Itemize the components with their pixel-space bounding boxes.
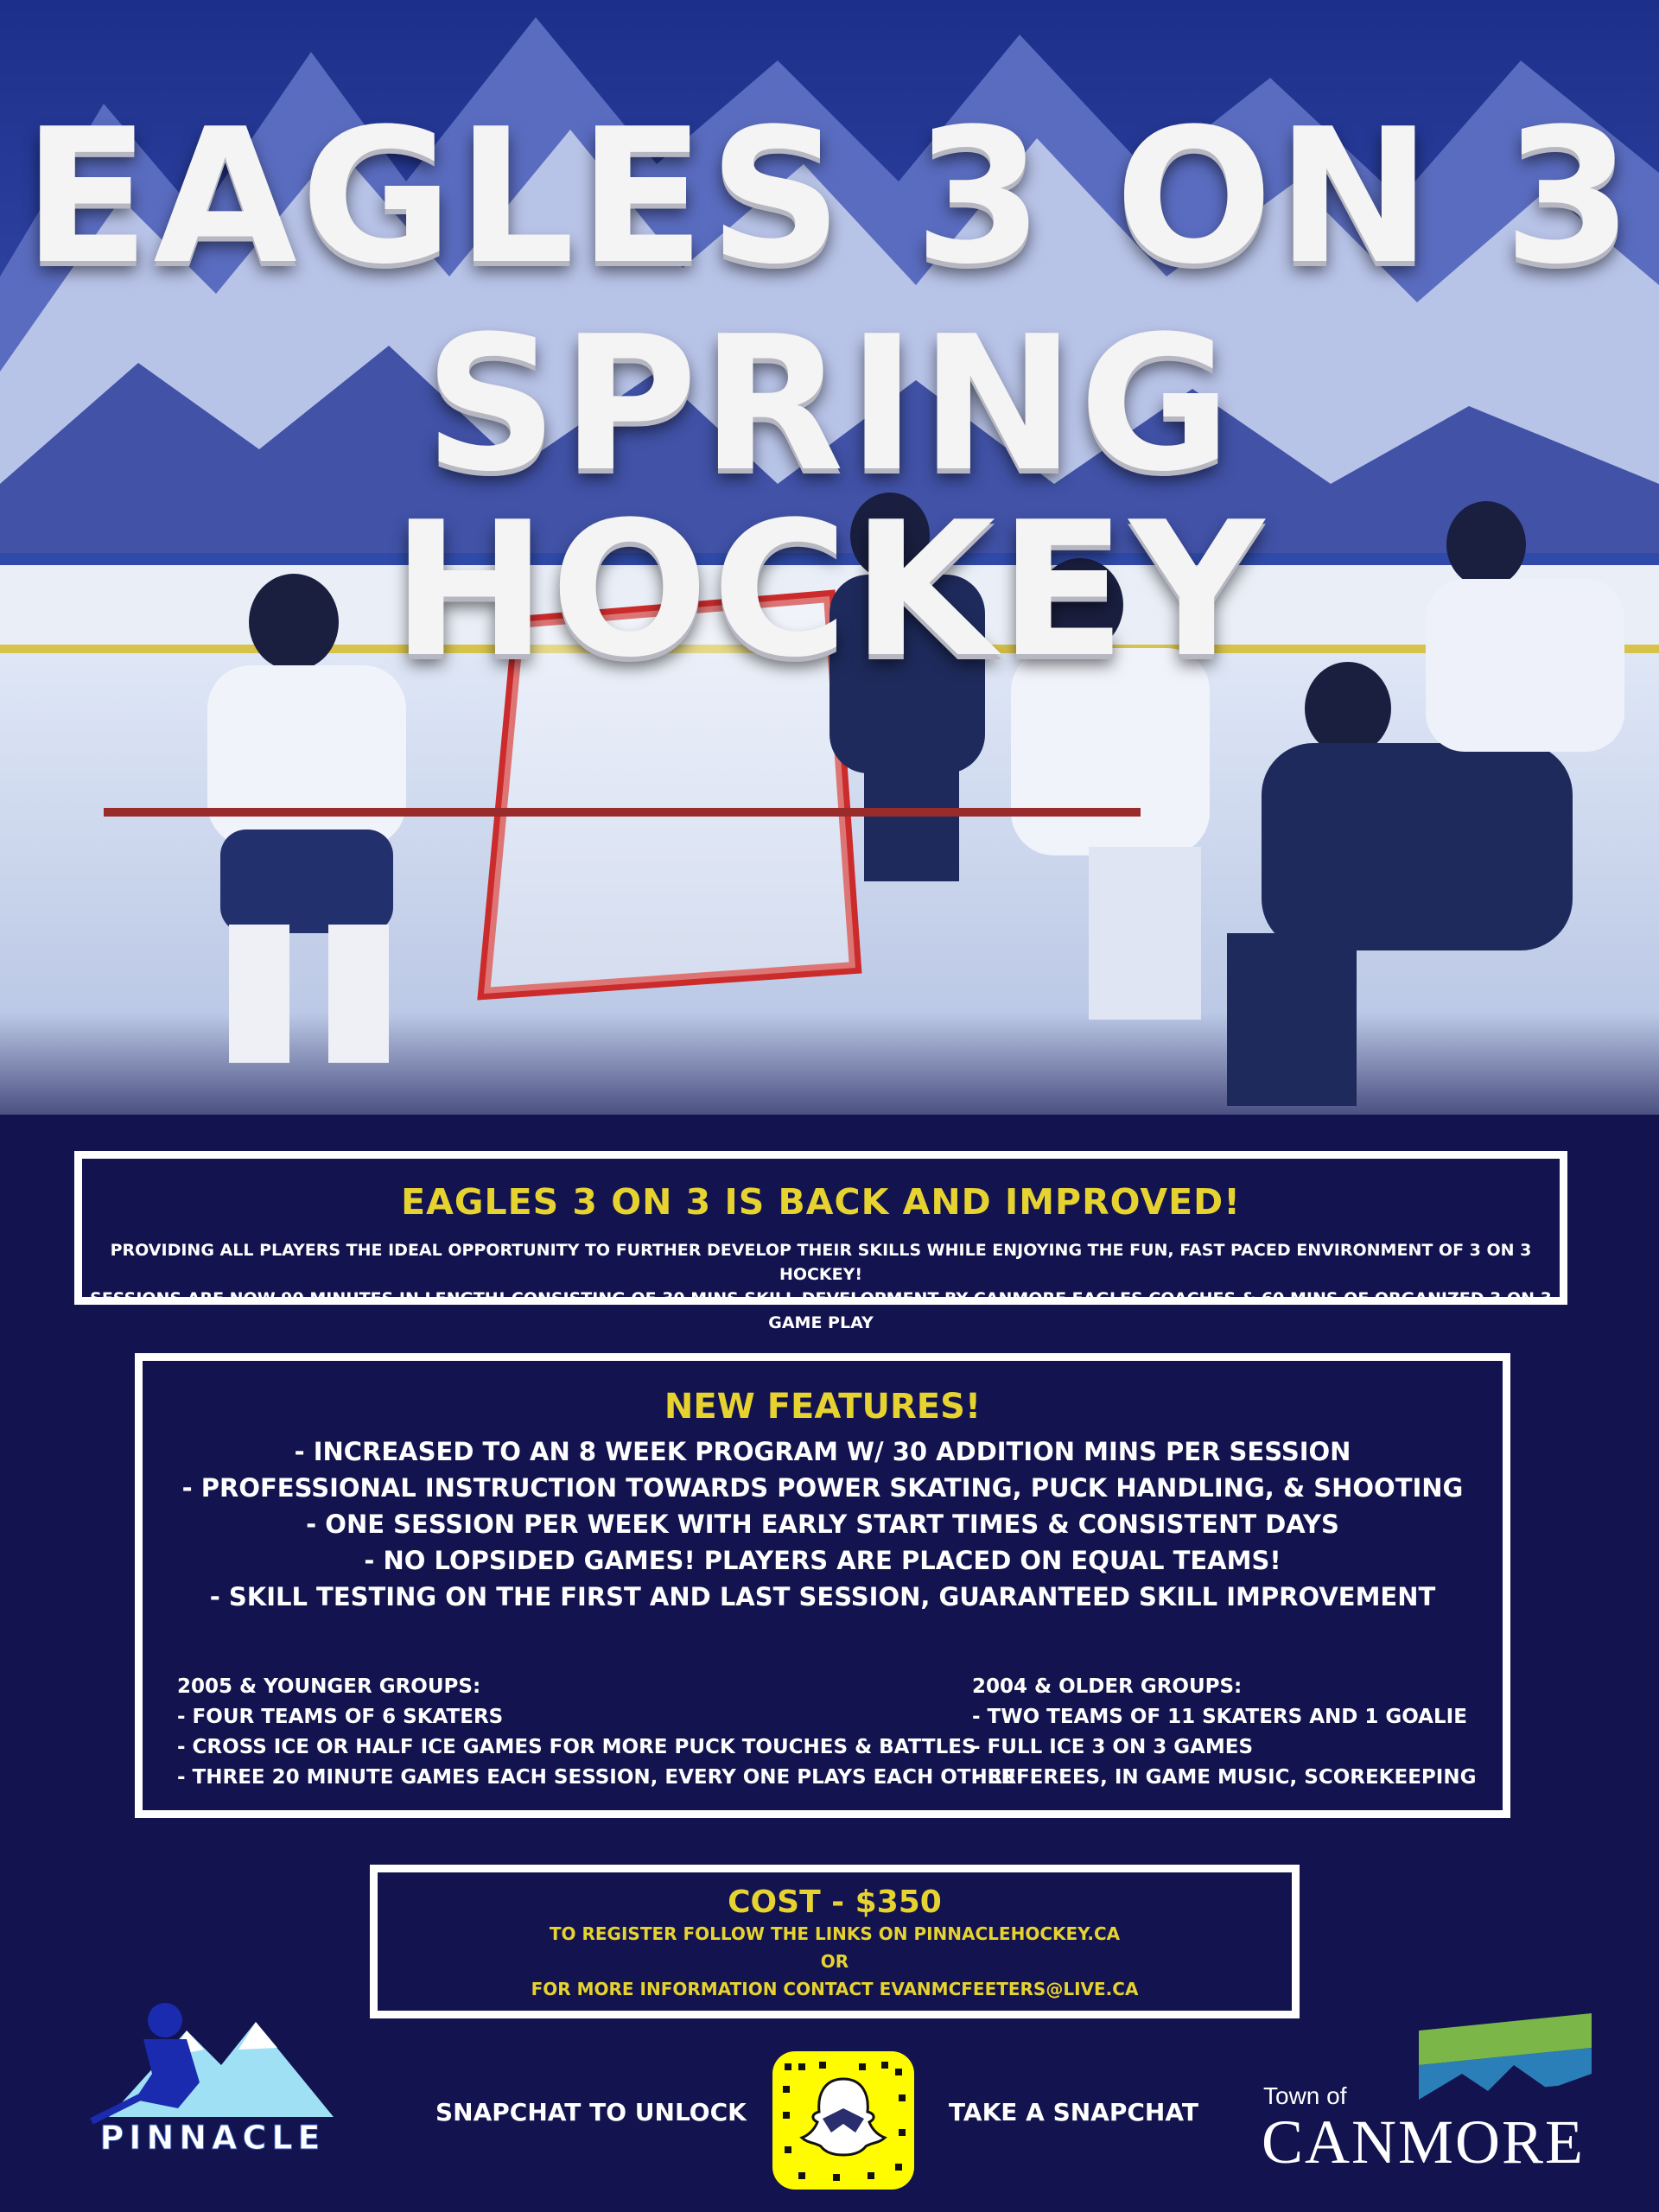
younger-group-item: - THREE 20 MINUTE GAMES EACH SESSION, EVERY ONE PLAYS EACH OTHER: [177, 1766, 1017, 1789]
younger-group-item: - CROSS ICE OR HALF ICE GAMES FOR MORE PUCK TOUCHES & BATTLES: [177, 1736, 976, 1758]
intro-line-2: SESSIONS ARE NOW 90 MINUTES IN LENGTH! CONSISTING OF 30 MINS SKILL DEVELOPMENT BY CANMORE EAGLES COACHES & 60 MINS OF ORGANIZED 3 ON 3 GAME PLAY: [90, 1289, 1552, 1332]
older-groups-title: 2004 & OLDER GROUPS:: [972, 1675, 1243, 1698]
canmore-wordmark: CANMORE: [1262, 2107, 1586, 2177]
or-text: OR: [820, 1951, 849, 1972]
feature-item: - PROFESSIONAL INSTRUCTION TOWARDS POWER SKATING, PUCK HANDLING, & SHOOTING: [181, 1473, 1464, 1503]
intro-line-1: PROVIDING ALL PLAYERS THE IDEAL OPPORTUNITY TO FURTHER DEVELOP THEIR SKILLS WHILE ENJOYING THE FUN, FAST PACED ENVIRONMENT OF 3 ON 3 HOCKEY!: [110, 1241, 1532, 1284]
older-groups: [972, 1672, 1476, 1793]
register-link-text[interactable]: TO REGISTER FOLLOW THE LINKS ON PINNACLEHOCKEY.CA: [549, 1923, 1121, 1944]
take-snapchat-text: TAKE A SNAPCHAT: [949, 2098, 1198, 2126]
pinnacle-mountain-icon: [83, 1996, 342, 2126]
cost-heading: COST - $350: [728, 1885, 942, 1920]
snapchat-ghost-icon: [772, 2051, 914, 2190]
older-group-item: - REFEREES, IN GAME MUSIC, SCOREKEEPING: [972, 1766, 1477, 1789]
younger-group-item: - FOUR TEAMS OF 6 SKATERS: [177, 1706, 504, 1728]
feature-item: - ONE SESSION PER WEEK WITH EARLY START TIMES & CONSISTENT DAYS: [306, 1510, 1339, 1539]
canmore-logo: [1255, 2013, 1618, 2177]
snapchat-unlock-text: SNAPCHAT TO UNLOCK: [435, 2098, 747, 2126]
contact-email-text[interactable]: FOR MORE INFORMATION CONTACT EVANMCFEETERS@LIVE.CA: [531, 1979, 1139, 1999]
features-list: [143, 1433, 1503, 1615]
features-box: [135, 1353, 1510, 1818]
feature-item: - NO LOPSIDED GAMES! PLAYERS ARE PLACED ON EQUAL TEAMS!: [364, 1546, 1281, 1575]
canmore-town-label: Town of: [1263, 2082, 1347, 2109]
feature-item: - INCREASED TO AN 8 WEEK PROGRAM W/ 30 ADDITION MINS PER SESSION: [294, 1437, 1351, 1466]
older-group-item: - FULL ICE 3 ON 3 GAMES: [972, 1736, 1254, 1758]
younger-groups-title: 2005 & YOUNGER GROUPS:: [177, 1675, 481, 1698]
cost-box: [370, 1865, 1300, 2018]
features-heading: NEW FEATURES!: [664, 1387, 982, 1427]
title-line-2: SPRING HOCKEY: [391, 296, 1268, 698]
intro-heading: EAGLES 3 ON 3 IS BACK AND IMPROVED!: [401, 1181, 1241, 1223]
younger-groups: [177, 1672, 1016, 1793]
snapcode[interactable]: [772, 2051, 914, 2190]
pinnacle-wordmark: PINNACLE: [99, 2119, 326, 2157]
intro-box: [74, 1151, 1567, 1332]
older-group-item: - TWO TEAMS OF 11 SKATERS AND 1 GOALIE: [972, 1706, 1467, 1728]
title-line-1: EAGLES 3 ON 3: [22, 88, 1637, 305]
intro-body: [82, 1238, 1560, 1335]
pinnacle-logo: [83, 1996, 342, 2156]
feature-item: - SKILL TESTING ON THE FIRST AND LAST SESSION, GUARANTEED SKILL IMPROVEMENT: [209, 1582, 1436, 1611]
